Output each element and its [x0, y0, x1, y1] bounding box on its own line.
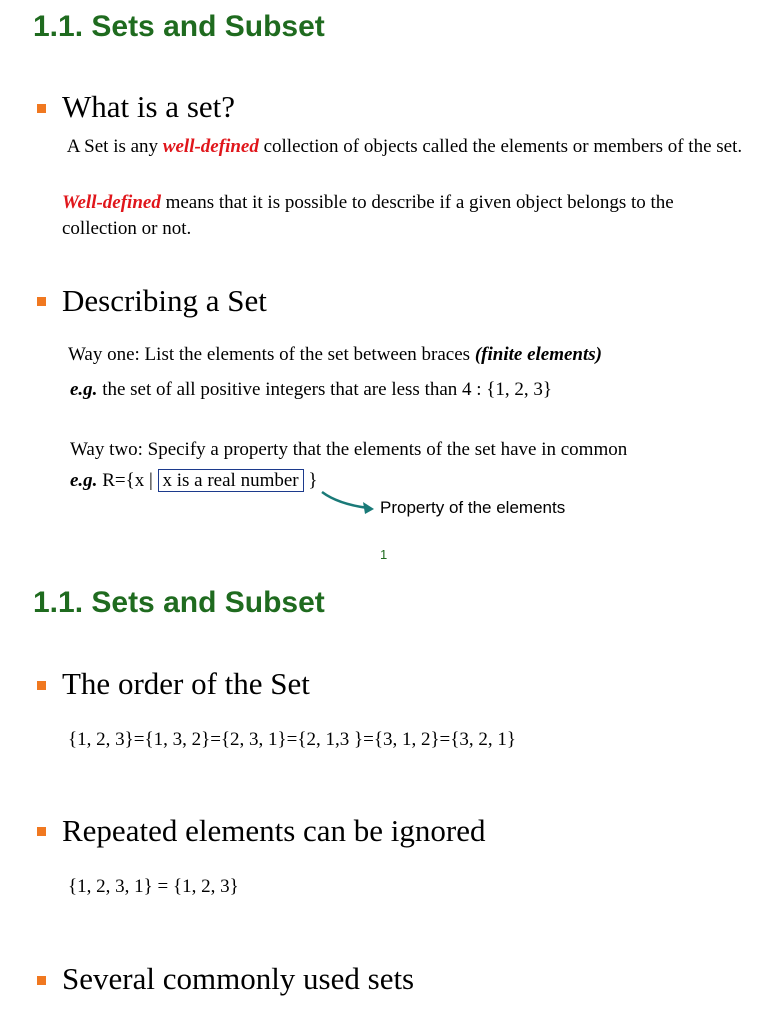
bullet-icon: [37, 827, 46, 836]
way-one-line: [68, 342, 602, 368]
bullet-icon: [37, 297, 46, 306]
def-text-pre: A Set is any: [66, 136, 163, 157]
heading-order-of-set: The order of the Set: [62, 666, 310, 701]
def-emphasis: well-defined: [162, 136, 259, 157]
property-annotation: Property of the elements: [380, 498, 566, 517]
property-box: x is a real number: [158, 469, 304, 492]
way-two-line: Way two: Specify a property that the elements of the set have in common: [70, 439, 628, 460]
arrow-icon: [318, 490, 382, 520]
heading-describing-a-set: Describing a Set: [62, 283, 267, 318]
def-text-post: collection of objects called the elements or members of the set.: [258, 136, 743, 157]
example-one-line: [70, 377, 552, 403]
eg-label: e.g.: [70, 379, 98, 400]
eg-two-post: }: [303, 470, 318, 491]
well-defined-paragraph: [62, 190, 752, 242]
bullet-icon: [37, 976, 46, 985]
heading-common-sets: Several commonly used sets: [62, 961, 415, 996]
example-two-line: [70, 468, 318, 494]
way-one-emphasis: (finite elements): [474, 344, 602, 365]
eg-one-text: the set of all positive integers that are less than 4 : {1, 2, 3}: [97, 379, 553, 400]
heading-what-is-a-set: What is a set?: [62, 89, 236, 124]
order-example: {1, 2, 3}={1, 3, 2}={2, 3, 1}={2, 1,3 }={3, 1, 2}={3, 2, 1}: [68, 729, 517, 750]
bullet-icon: [37, 104, 46, 113]
set-definition-paragraph: [62, 134, 752, 160]
well-defined-emphasis: Well-defined: [62, 192, 161, 213]
slide1-title: 1.1. Sets and Subset: [33, 10, 325, 43]
eg-label: e.g.: [70, 470, 98, 491]
heading-repeated-elements: Repeated elements can be ignored: [62, 813, 486, 848]
repeated-example: {1, 2, 3, 1} = {1, 2, 3}: [68, 876, 239, 897]
way-one-text: Way one: List the elements of the set between braces: [68, 344, 475, 365]
eg-two-pre: R={x |: [97, 470, 158, 491]
slide2-title: 1.1. Sets and Subset: [33, 586, 325, 619]
well-defined-text: means that it is possible to describe if a given object belongs to the collection or not.: [62, 192, 674, 239]
page-number: 1: [380, 547, 388, 562]
bullet-icon: [37, 681, 46, 690]
